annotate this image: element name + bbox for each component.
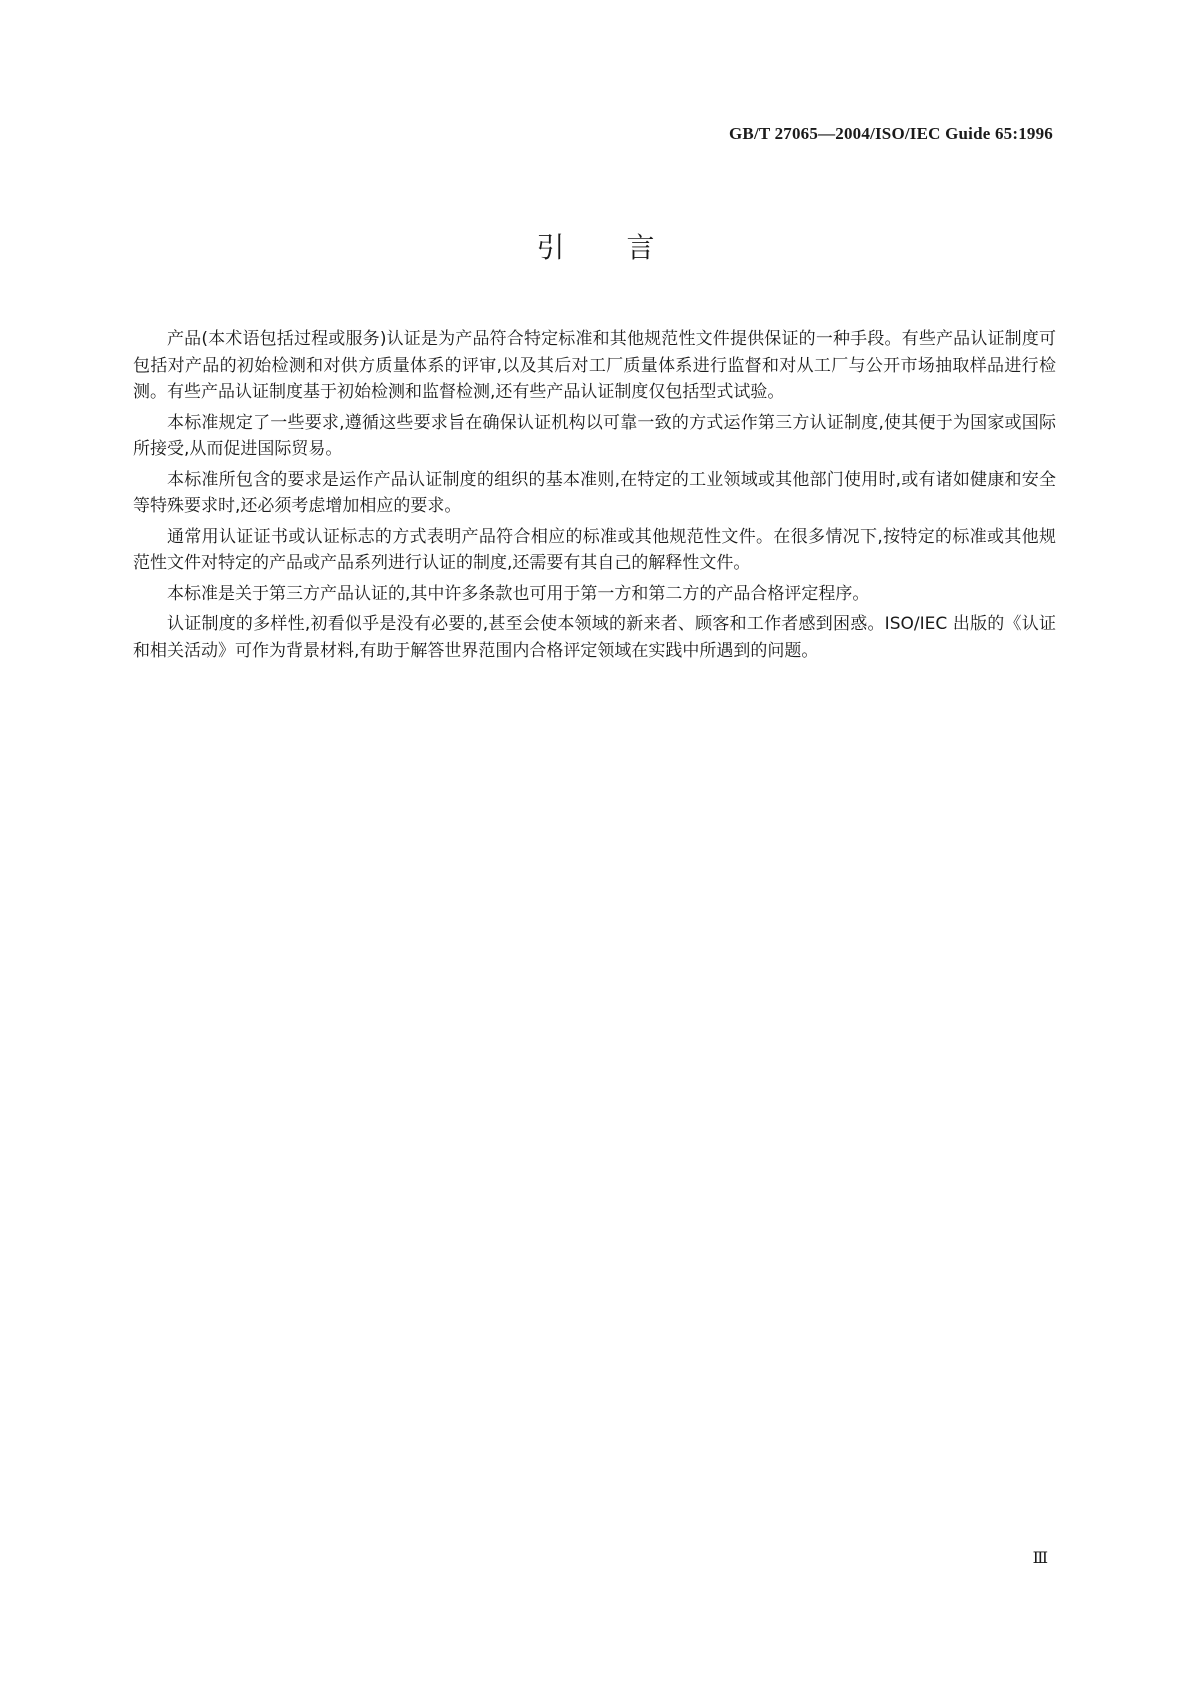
standard-code: GB/T 27065—2004/ISO/IEC Guide 65:1996 [729, 124, 1053, 143]
page-number: Ⅲ [1032, 1550, 1048, 1567]
paragraph: 本标准所包含的要求是运作产品认证制度的组织的基本准则,在特定的工业领域或其他部门使用时,或有诸如健康和安全等特殊要求时,还必须考虑增加相应的要求。 [133, 469, 1056, 516]
paragraph: 本标准规定了一些要求,遵循这些要求旨在确保认证机构以可靠一致的方式运作第三方认证制度,使其便于为国家或国际所接受,从而促进国际贸易。 [133, 412, 1056, 459]
paragraph: 本标准是关于第三方产品认证的,其中许多条款也可用于第一方和第二方的产品合格评定程序。 [167, 583, 870, 604]
paragraph: 产品(本术语包括过程或服务)认证是为产品符合特定标准和其他规范性文件提供保证的一种手段。有些产品认证制度可包括对产品的初始检测和对供方质量体系的评审,以及其后对工厂质量体系进行监督和对从工厂与公开市场抽取样品进行检测。有些产品认证制度基于初始检测和监督检测,还有些产品认证制度仅包括型式试验。 [133, 329, 1056, 402]
page-title: 引言 [536, 231, 717, 264]
paragraph: 认证制度的多样性,初看似乎是没有必要的,甚至会使本领域的新来者、顾客和工作者感到困惑。ISO/IEC 出版的《认证和相关活动》可作为背景材料,有助于解答世界范围内合格评定领域在实践中所遇到的问题。 [133, 614, 1056, 661]
introduction-body [133, 326, 1056, 668]
paragraph: 通常用认证证书或认证标志的方式表明产品符合相应的标准或其他规范性文件。在很多情况下,按特定的标准或其他规范性文件对特定的产品或产品系列进行认证的制度,还需要有其自己的解释性文件。 [133, 526, 1056, 573]
